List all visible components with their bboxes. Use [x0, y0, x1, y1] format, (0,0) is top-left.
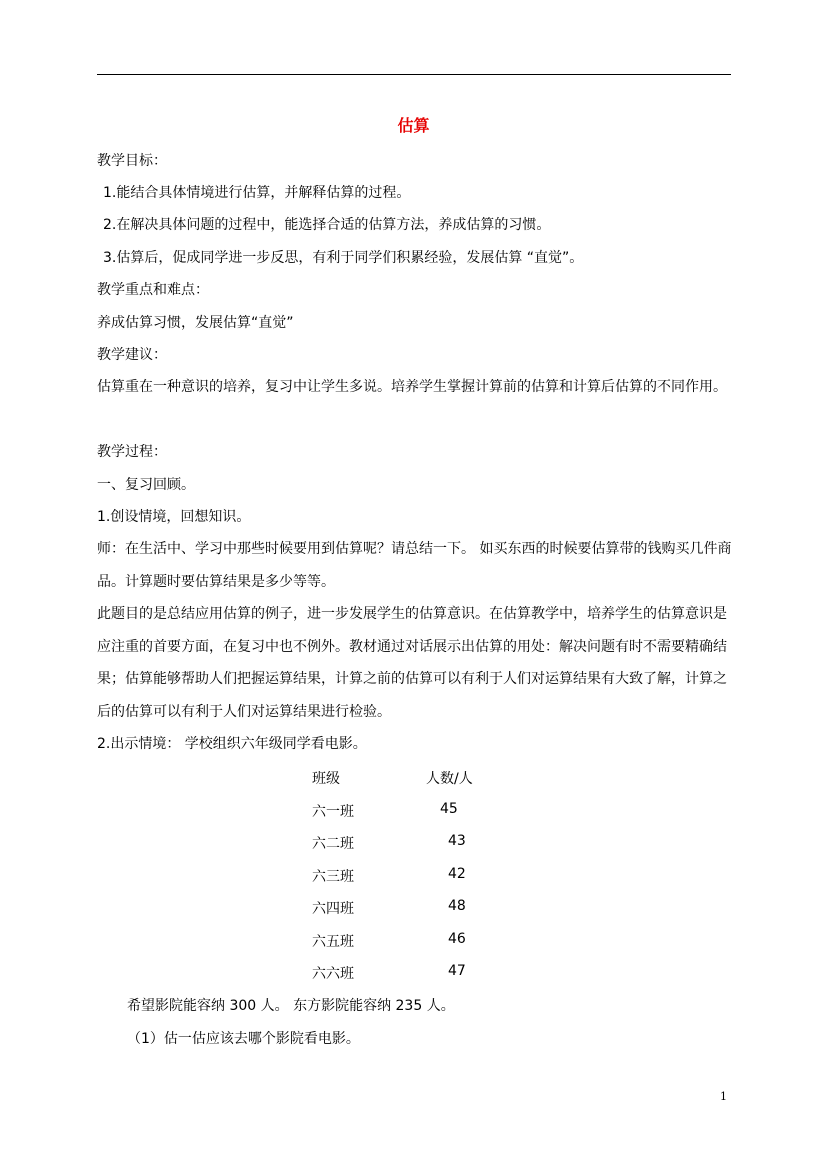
process-heading: 教学过程：	[97, 444, 167, 460]
page-number: 1	[720, 1090, 727, 1103]
table-cell-count: 47	[448, 963, 466, 979]
table-cell-count: 45	[440, 800, 458, 817]
table-cell-count: 43	[448, 833, 466, 849]
table-row	[300, 963, 520, 996]
table-row	[300, 898, 520, 931]
table-cell-count: 46	[448, 930, 466, 947]
goal-heading: 教学目标：	[97, 153, 167, 169]
focus-heading: 教学重点和难点：	[97, 282, 209, 298]
question-1: （1）估一估应该去哪个影院看电影。	[127, 1031, 360, 1047]
table-cell-class: 六三班	[312, 868, 354, 885]
table-row	[300, 833, 520, 866]
teacher-text: 师：在生活中、学习中那些时候要用到估算呢？请总结一下。 如买东西的时候要估算带的钱购买几件商品。计算题时要估算结果是多少等等。	[97, 541, 732, 590]
table-cell-class: 六一班	[312, 803, 354, 820]
table-header-class: 班级	[312, 771, 340, 787]
step-2: 2.出示情境： 学校组织六年级同学看电影。	[97, 736, 367, 752]
goal-item-1: 1.能结合具体情境进行估算，并解释估算的过程。	[103, 185, 411, 201]
table-cell-class: 六二班	[312, 836, 354, 852]
focus-text: 养成估算习惯，发展估算“直觉”	[97, 315, 294, 331]
table-cell-class: 六六班	[312, 966, 354, 982]
section-review: 一、复习回顾。	[97, 477, 195, 493]
advice-text: 估算重在一种意识的培养，复习中让学生多说。培养学生掌握计算前的估算和计算后估算的不同作用。	[97, 379, 727, 395]
table-row	[300, 931, 520, 964]
table-header-row	[300, 768, 520, 801]
advice-heading: 教学建议：	[97, 347, 167, 363]
class-table	[300, 768, 520, 996]
goal-item-3: 3.估算后，促成同学进一步反思，有利于同学们积累经验，发展估算 “直觉”。	[103, 250, 584, 266]
table-row	[300, 801, 520, 834]
table-row	[300, 866, 520, 899]
table-header-count: 人数/人	[426, 771, 473, 787]
header-rule	[97, 74, 731, 75]
purpose-text: 此题目的是总结应用估算的例子，进一步发展学生的估算意识。在估算教学中，培养学生的估算意识是应注重的首要方面，在复习中也不例外。教材通过对话展示出估算的用处：解决问题有时不需要精确结果；估算能够帮助人们把握运算结果，计算之前的估算可以有利于人们对运算结果有大致了解，计算之后的估算可以有利于人们对运算结果进行检验。	[97, 606, 727, 720]
goal-item-2: 2.在解决具体问题的过程中，能选择合适的估算方法，养成估算的习惯。	[103, 217, 551, 233]
cinema-capacity: 希望影院能容纳 300 人。 东方影院能容纳 235 人。	[127, 998, 455, 1014]
table-cell-class: 六五班	[312, 933, 354, 950]
page-title: 估算	[397, 116, 430, 135]
step-1: 1.创设情境，回想知识。	[97, 509, 251, 525]
table-cell-count: 48	[448, 898, 466, 914]
table-cell-class: 六四班	[312, 901, 354, 917]
table-cell-count: 42	[448, 865, 466, 882]
